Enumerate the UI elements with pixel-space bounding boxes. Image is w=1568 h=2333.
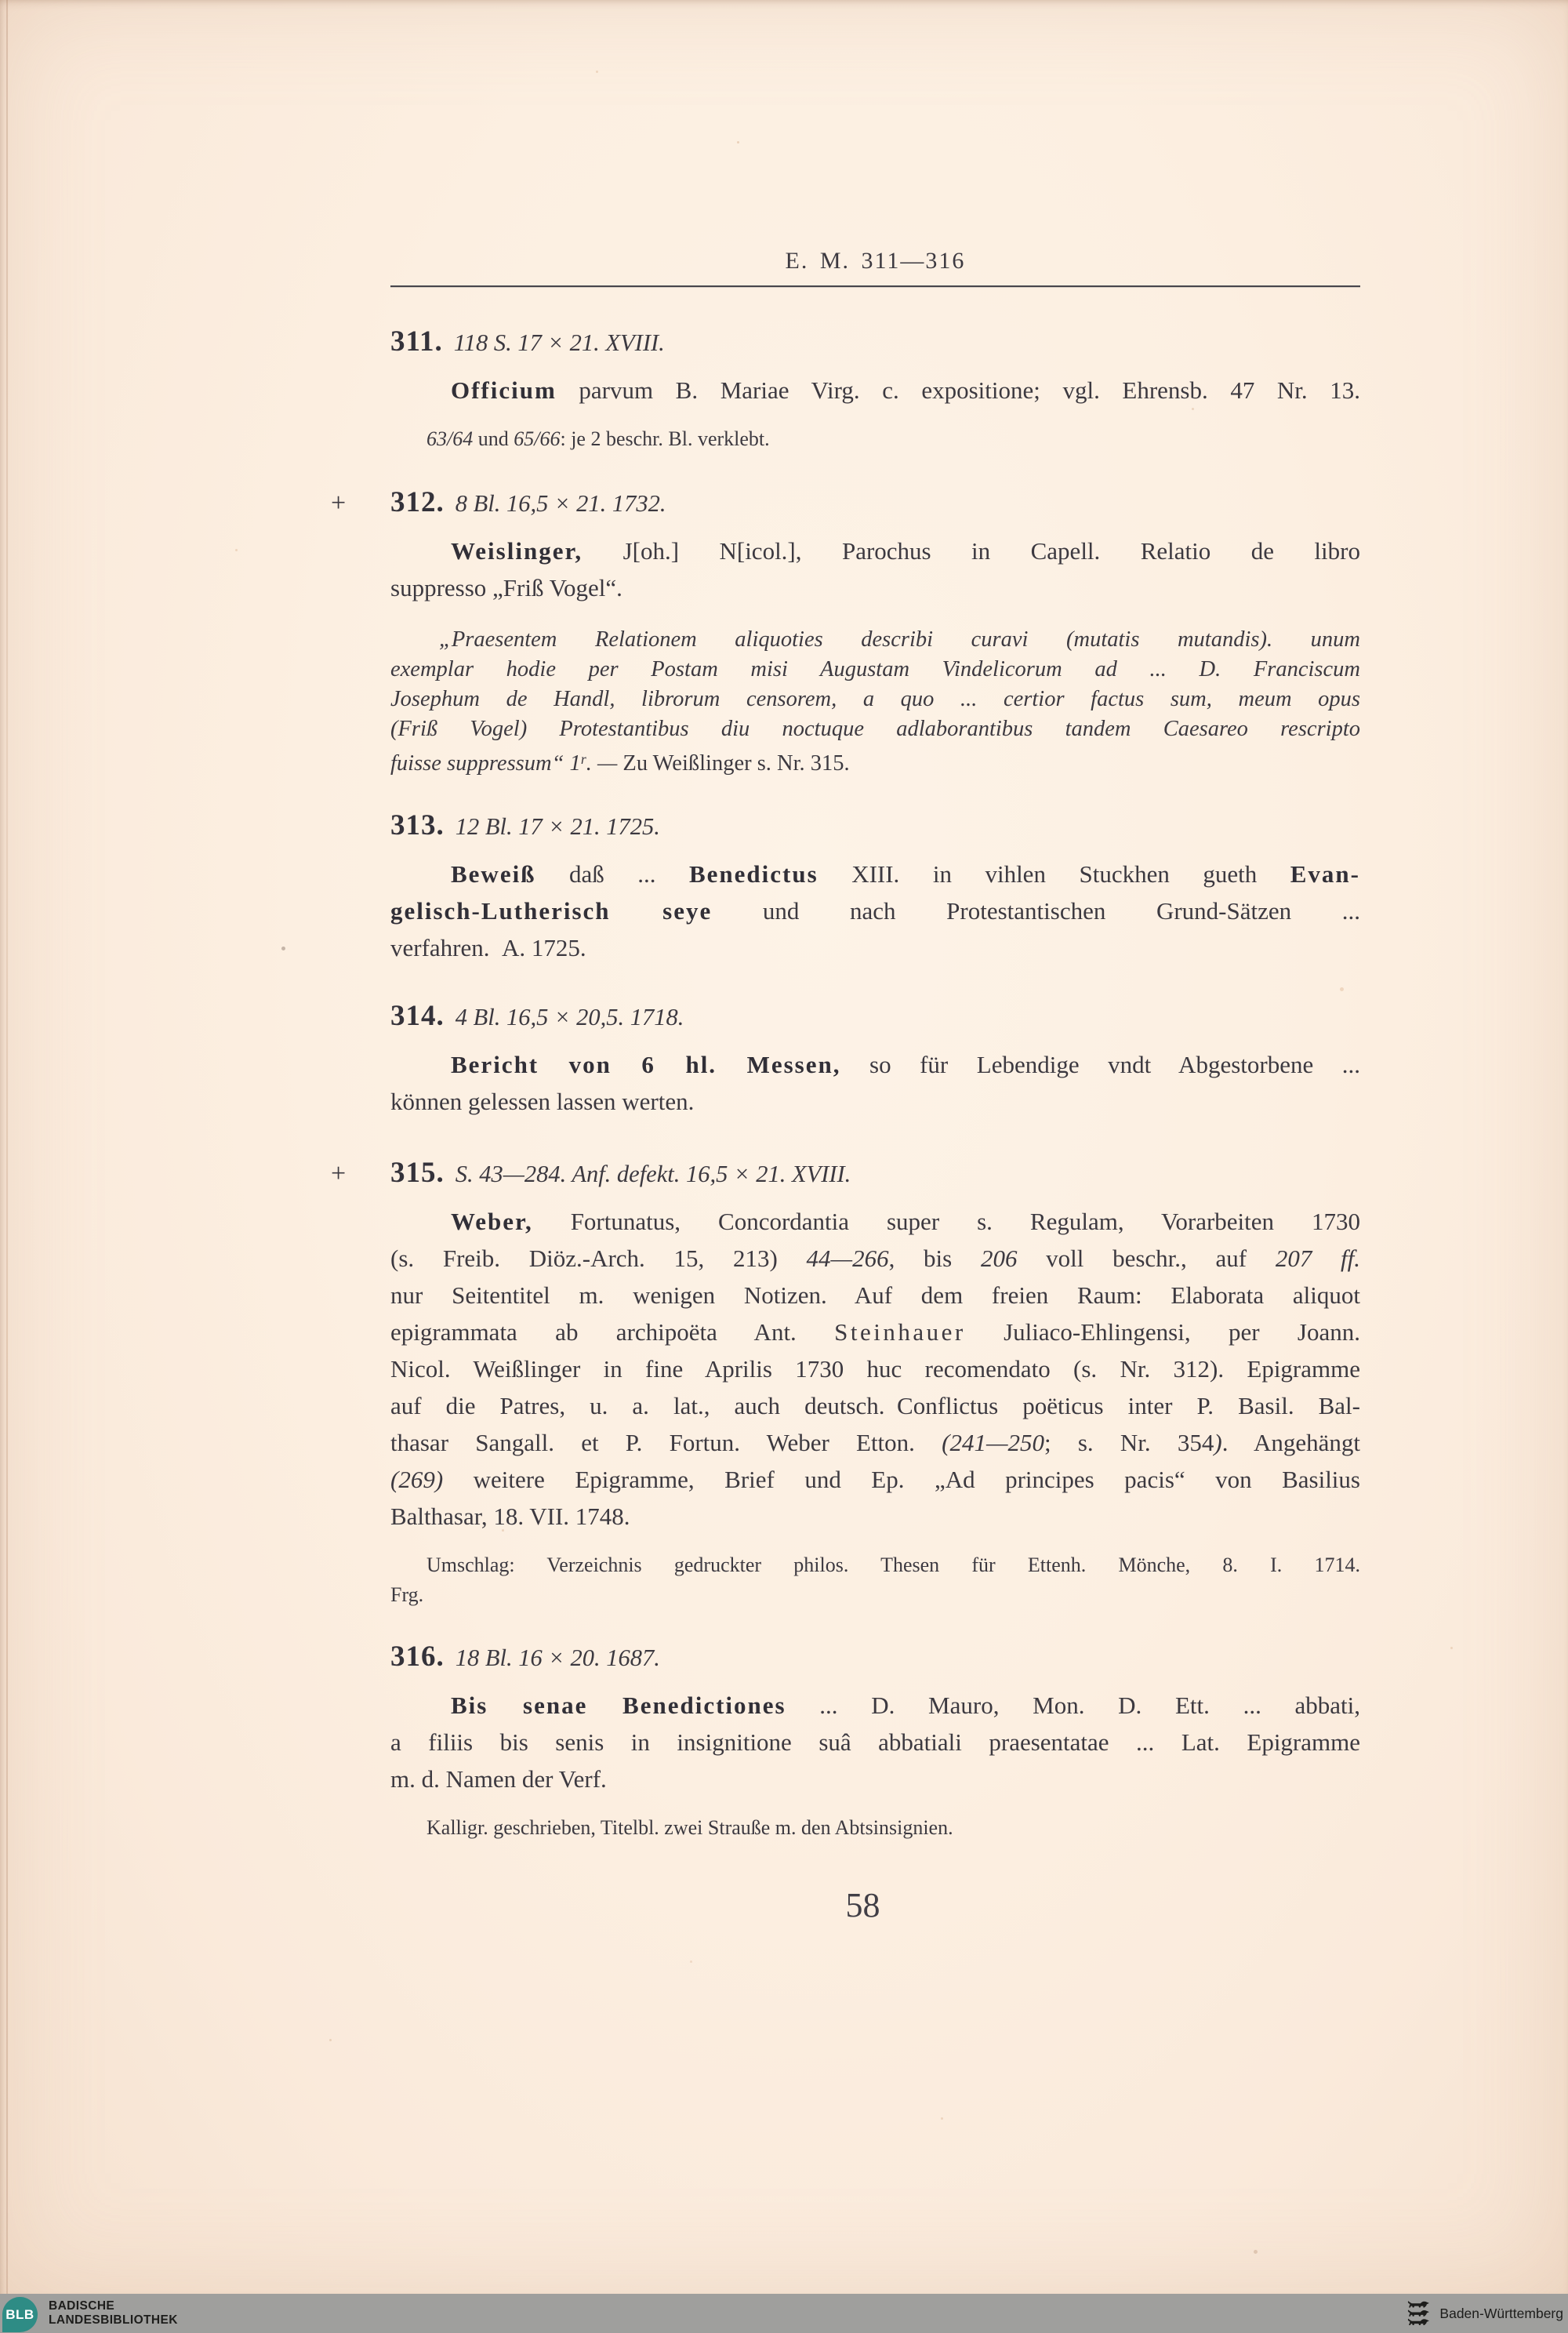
entry-heading (390, 484, 1360, 521)
text-line: können gelessen lassen werten. (390, 1087, 695, 1115)
footer-bar (0, 2294, 1568, 2333)
entry-paragraph-main (390, 1046, 1360, 1120)
text-line: Umschlag: Verzeichnis gedruckter philos. Thesen für Ettenh. Mönche, 8. I. 1714. (426, 1553, 1360, 1576)
catalog-entry-316 (390, 1638, 1360, 1843)
entry-collation: 18 Bl. 16 × 20. 1687. (455, 1644, 660, 1671)
text-line: epigrammata ab archipoëta Ant. Steinhauer Juliaco-Ehlingensi, per Joann. (390, 1317, 1360, 1346)
text-line: nur Seitentitel m. wenigen Notizen. Auf dem freien Raum: Elaborata aliquot (390, 1281, 1360, 1309)
page-fold-line (6, 0, 8, 2294)
entry-heading (390, 1638, 1360, 1676)
text-line: a filiis bis senis in insignitione suâ abbatiali praesentatae ... Lat. Epigramme (390, 1728, 1360, 1756)
entry-paragraph-main (390, 372, 1360, 409)
text-line: exemplar hodie per Postam misi Augustam Vindelicorum ad ... D. Franciscum (390, 657, 1360, 681)
text-line: Balthasar, 18. VII. 1748. (390, 1502, 630, 1530)
text-line: Frg. (390, 1583, 424, 1606)
text-line: Josephum de Handl, librorum censorem, a quo ... certior factus sum, meum opus (390, 687, 1360, 711)
entry-heading (390, 998, 1360, 1035)
catalog-entry-313 (390, 807, 1360, 966)
entry-collation: 12 Bl. 17 × 21. 1725. (455, 812, 660, 840)
entry-collation: 118 S. 17 × 21. XVIII. (453, 329, 665, 356)
entry-paragraph-main (390, 856, 1360, 966)
text-line: suppresso „Friß Vogel“. (390, 574, 622, 601)
margin-plus-mark: + (331, 489, 347, 518)
entry-number: 311. (390, 325, 443, 358)
catalog-entry-312 (331, 484, 1360, 779)
catalog-entry-311 (390, 323, 1360, 454)
entry-number: 316. (390, 1640, 445, 1673)
entry-collation: 8 Bl. 16,5 × 21. 1732. (455, 490, 666, 517)
library-name (49, 2299, 178, 2328)
entry-number: 313. (390, 809, 445, 841)
entry-paragraph-main (390, 1203, 1360, 1535)
entry-number: 314. (390, 999, 445, 1032)
text-line: Bericht von 6 hl. Messen, so für Lebendige vndt Abgestorbene ... (451, 1050, 1360, 1078)
text-line: Beweiß daß ... Benedictus XIII. in vihlen Stuckhen gueth Evan- (451, 859, 1360, 888)
paper-speckles (0, 0, 2, 2)
text-line: (Friß Vogel) Protestantibus diu noctuque adlaborantibus tandem Caesareo rescripto (390, 717, 1360, 741)
entry-number: 312. (390, 486, 445, 518)
blb-logo-icon: BLB (2, 2297, 38, 2332)
text-line: Weber, Fortunatus, Concordantia super s. Regulam, Vorarbeiten 1730 (451, 1207, 1360, 1235)
margin-plus-mark: + (331, 1158, 347, 1188)
entry-collation: S. 43—284. Anf. defekt. 16,5 × 21. XVIII. (455, 1160, 851, 1187)
text-line: gelisch-Lutherisch seye und nach Protestantischen Grund-Sätzen ... (390, 896, 1360, 925)
baden-wuerttemberg-three-lions-icon (1406, 2296, 1430, 2331)
text-line: auf die Patres, u. a. lat., auch deutsch. Conflictus poëticus inter P. Basil. Bal- (390, 1391, 1360, 1419)
header-rule (390, 285, 1360, 287)
entry-paragraph-main (390, 532, 1360, 606)
entry-collation: 4 Bl. 16,5 × 20,5. 1718. (455, 1003, 684, 1030)
text-line: Bis senae Benedictiones ... D. Mauro, Mon. D. Ett. ... abbati, (451, 1691, 1360, 1719)
library-branding (0, 2294, 178, 2333)
entry-heading (390, 323, 1360, 361)
text-line: thasar Sangall. et P. Fortun. Weber Etton. (241—250; s. Nr. 354). Angehängt (390, 1428, 1360, 1456)
entry-paragraph-small (390, 1813, 1360, 1843)
text-line: (269) weitere Epigramme, Brief und Ep. „Ad principes pacis“ von Basilius (390, 1465, 1360, 1493)
entry-heading (390, 1154, 1360, 1192)
page-content-column (331, 0, 1360, 1925)
text-line: Officium parvum B. Mariae Virg. c. expositione; vgl. Ehrensb. 47 Nr. 13. (451, 376, 1360, 404)
entry-paragraph-quote (390, 625, 1360, 779)
text-line: m. d. Namen der Verf. (390, 1764, 607, 1793)
catalog-entry-315 (331, 1154, 1360, 1610)
library-name-line1: BADISCHE (49, 2299, 115, 2313)
text-line: „Praesentem Relationem aliquoties describi curavi (mutatis mutandis). unum (439, 627, 1360, 652)
text-line: Weislinger, J[oh.] N[icol.], Parochus in Capell. Relatio de libro (451, 537, 1360, 565)
catalog-entries (331, 323, 1360, 1843)
entry-paragraph-small (390, 1550, 1360, 1610)
entry-paragraph-small (390, 424, 1360, 454)
text-line: Kalligr. geschrieben, Titelbl. zwei Strauße m. den Abtsinsignien. (426, 1815, 953, 1839)
catalog-entry-314 (390, 998, 1360, 1120)
text-line: Nicol. Weißlinger in fine Aprilis 1730 huc recomendato (s. Nr. 312). Epigramme (390, 1354, 1360, 1383)
text-line: verfahren. A. 1725. (390, 933, 586, 961)
text-line: 63/64 und 65/66: je 2 beschr. Bl. verklebt. (426, 427, 770, 450)
state-name: Baden-Württemberg (1439, 2305, 1563, 2321)
entry-number: 315. (390, 1156, 445, 1189)
state-branding (1406, 2296, 1563, 2331)
library-name-line2: LANDESBIBLIOTHEK (49, 2313, 178, 2327)
page-number: 58 (845, 1885, 880, 1924)
text-line: (s. Freib. Diöz.-Arch. 15, 213) 44—266, bis 206 voll beschr., auf 207 ff. (390, 1244, 1360, 1272)
running-head: E. M. 311—316 (785, 248, 966, 274)
entry-paragraph-main (390, 1687, 1360, 1797)
entry-heading (390, 807, 1360, 845)
text-line: fuisse suppressum“ 1$^r$. — Zu Weißlinger s. Nr. 315. (390, 750, 850, 776)
